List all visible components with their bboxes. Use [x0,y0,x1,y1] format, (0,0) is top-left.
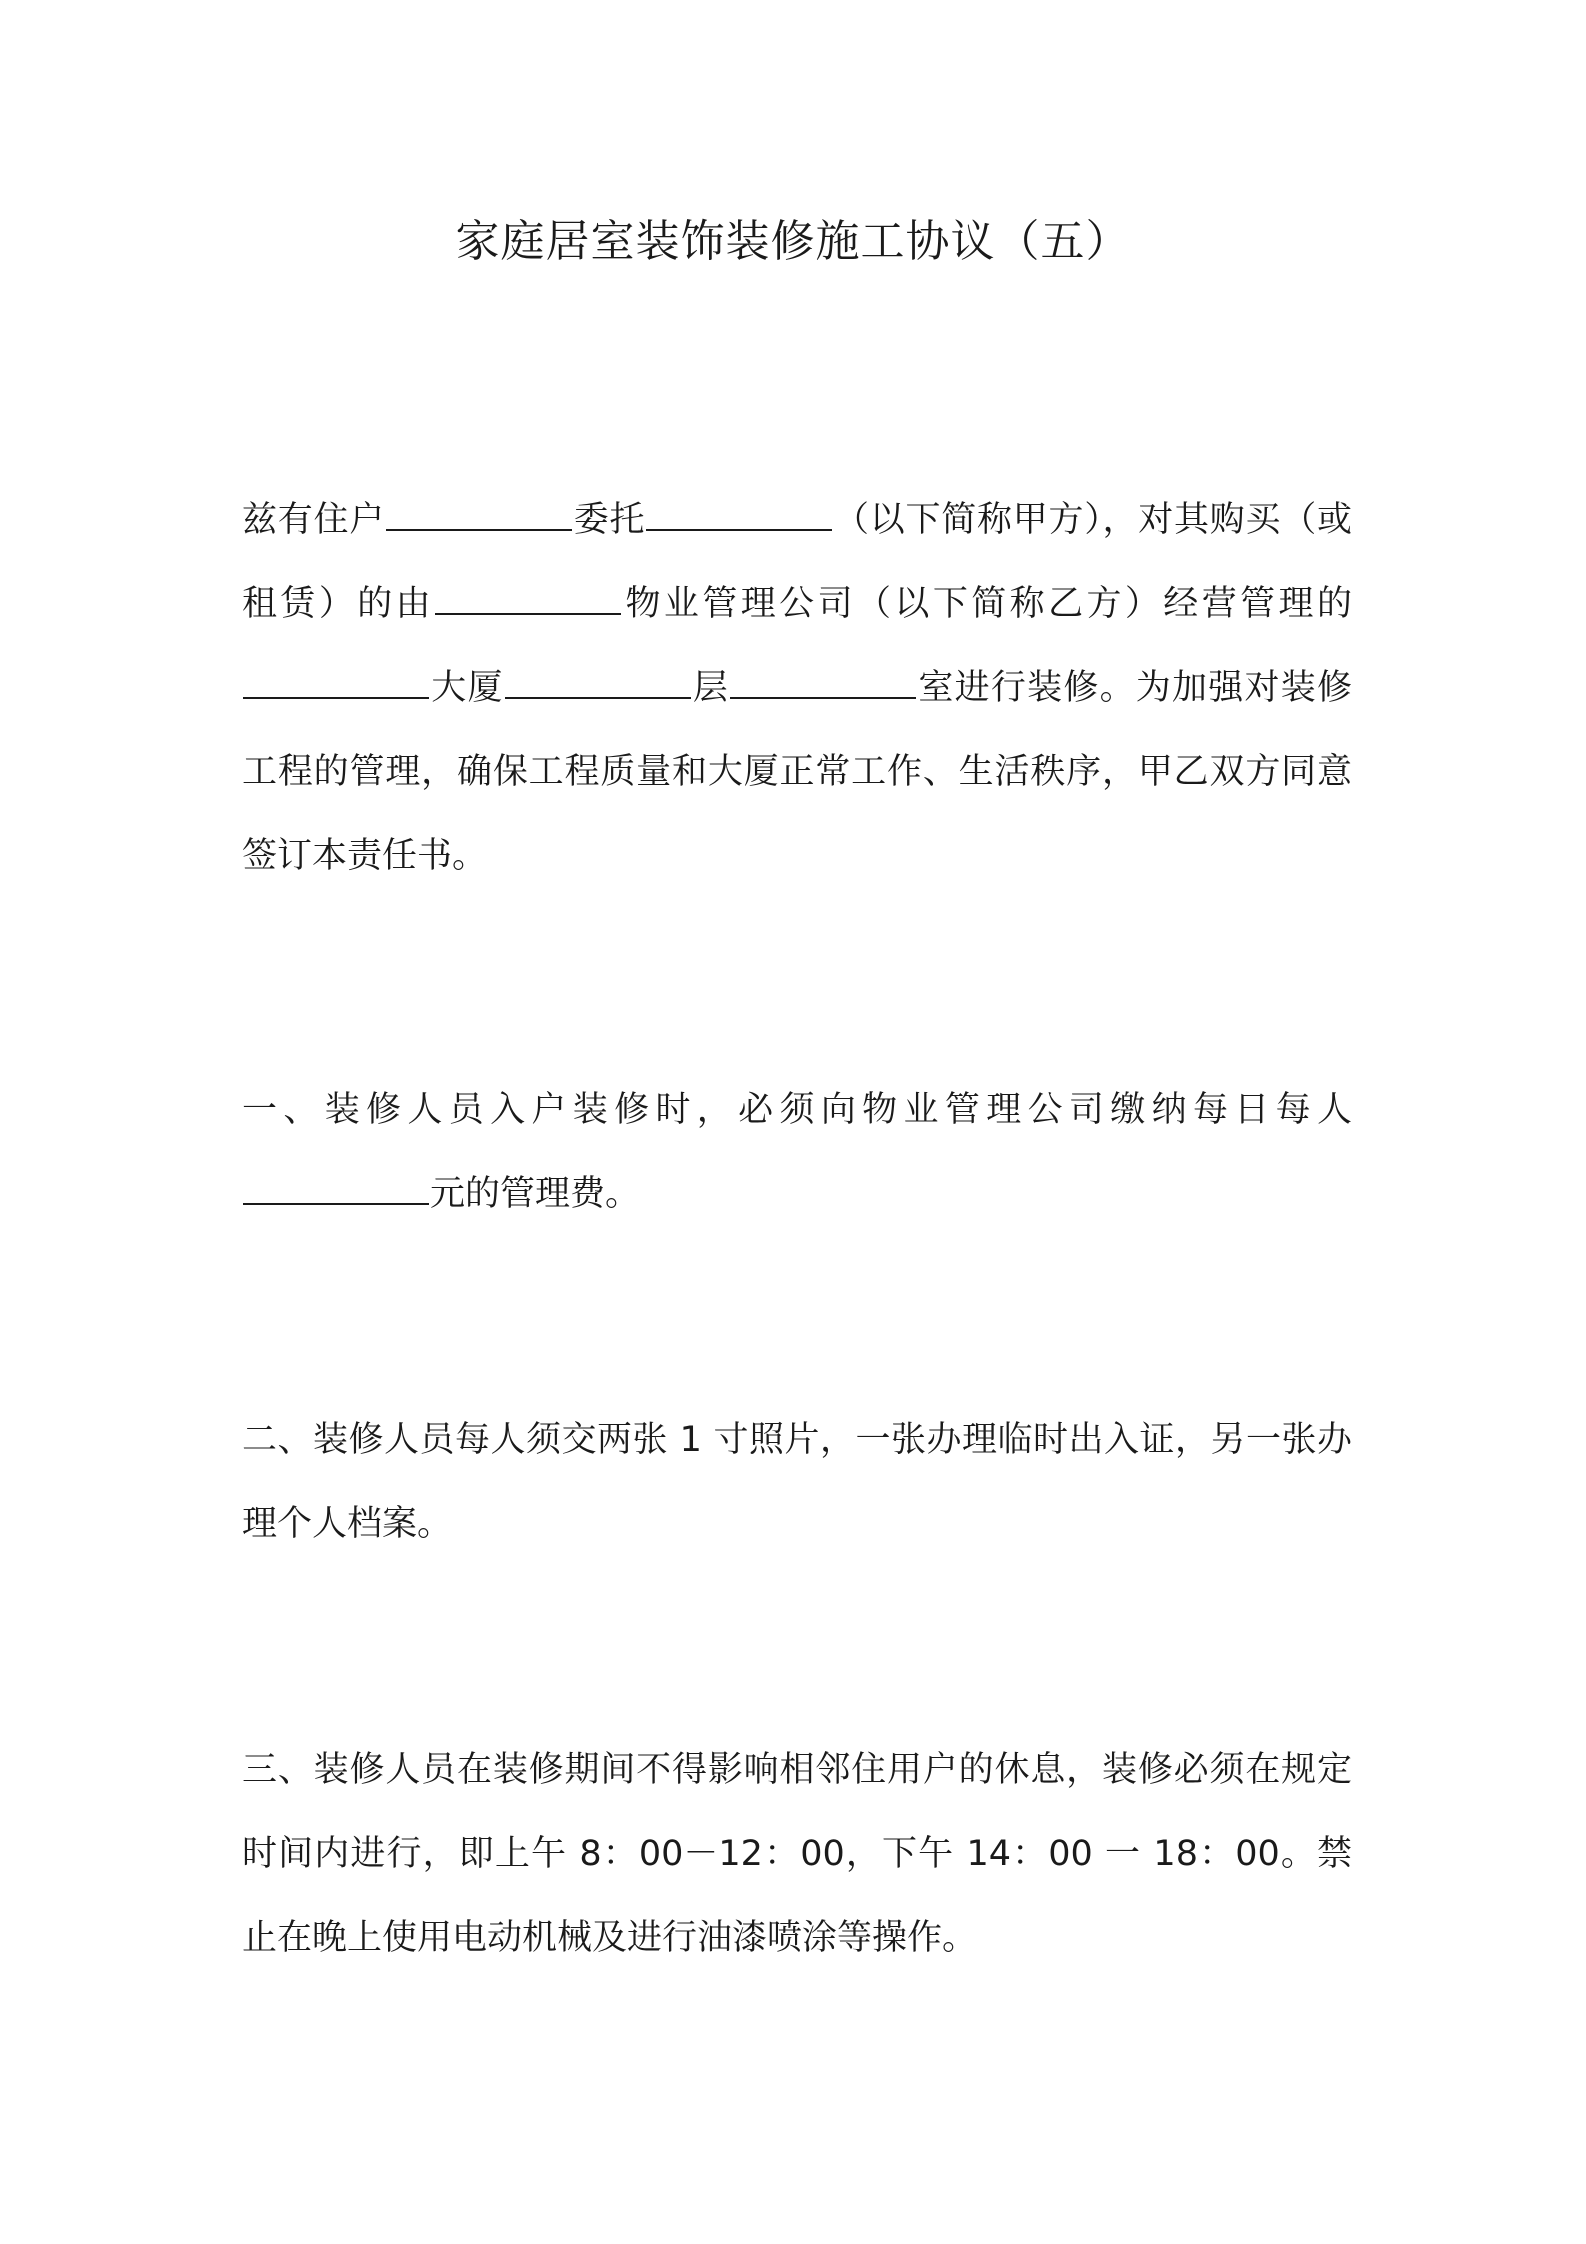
resident-name-blank [386,499,572,531]
building-blank [243,667,429,699]
intro-text-7: 室进行装修。为加强对装修工程的管理，确保工程质量和大厦正常工作、生活秩序，甲乙双方同意签订本责任书。 [242,668,1352,876]
floor-blank [505,667,691,699]
clause-one-text-2: 元的管理费。 [430,1174,641,1214]
intro-text-4: 物业管理公司（以下简称乙方）经营管理的 [622,584,1352,624]
clause-two-paragraph: 二、装修人员每人须交两张 1 寸照片，一张办理临时出入证，另一张办理个人档案。 [242,1420,1352,1544]
intro-text-6: 层 [691,668,730,708]
management-fee-blank [243,1173,429,1205]
intro-text-5: 大厦 [430,668,504,708]
agent-name-blank [646,499,832,531]
intro-text-3: （以下简称甲方），对其购买（或租赁）的由 [242,500,1352,624]
clause-three-paragraph: 三、装修人员在装修期间不得影响相邻住用户的休息，装修必须在规定时间内进行，即上午 8：00－12：00，下午 14：00 一 18：00。禁止在晚上使用电动机械及进行油漆喷涂等操作。 [242,1750,1352,1958]
intro-text-1: 兹有住户 [242,500,385,540]
intro-text-2: 委托 [573,500,646,540]
property-company-blank [435,583,621,615]
document-title: 家庭居室装饰装修施工协议（五） [455,216,1131,267]
room-blank [730,667,916,699]
clause-one-text-1: 一、装修人员入户装修时，必须向物业管理公司缴纳每日每人 [242,1090,1352,1130]
clause-one-paragraph [242,1068,1352,1236]
intro-paragraph [242,478,1352,898]
